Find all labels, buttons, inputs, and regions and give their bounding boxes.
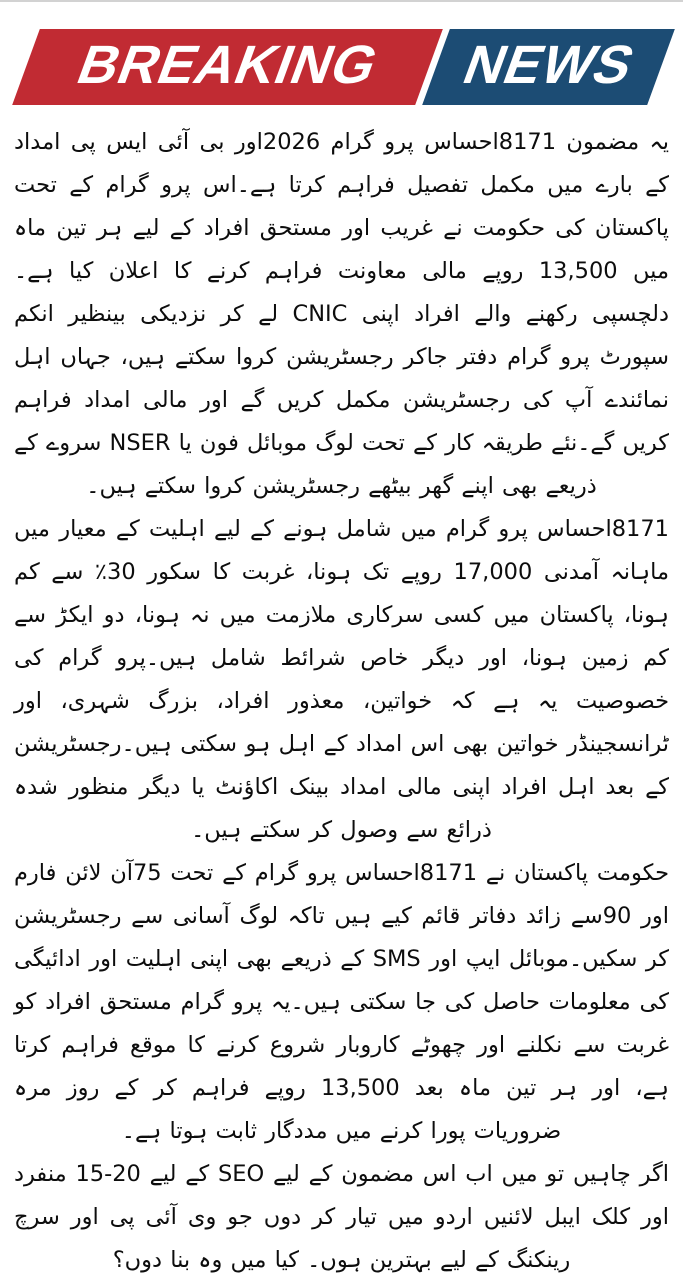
article-paragraph: یہ مضمون 8171احساس پرو گرام 2026اور بی آئی ایس پی امداد کے بارے میں مکمل تفصیل فراہم کرتا ہے۔اس پرو گرام کے تحت پاکستان کی حکومت نے غریب اور مستحق افراد کے لیے ہر تین ماہ میں 13,500 روپے مالی معاونت فراہم کرنے کا اعلان کیا ہے۔دلچسپی رکھنے والے افراد اپنی CNIC لے کر نزدیکی بینظیر انکم سپورٹ پرو گرام دفتر جاکر رجسٹریشن کروا سکتے ہیں، جہاں اہل نمائندے آپ کی رجسٹریشن مکمل کریں گے اور مالی امداد فراہم کریں گے۔نئے طریقہ کار کے تحت لوگ موبائل فون یا NSER سروے کے ذریعے بھی اپنے گھر بیٹھے رجسٹریشن کروا سکتے ہیں۔ — [14, 129, 669, 499]
article-paragraph: 8171احساس پرو گرام میں شامل ہونے کے لیے اہلیت کے معیار میں ماہانہ آمدنی 17,000 روپے تک ہونا، غربت کا سکور 30٪ سے کم ہونا، پاکستان میں کسی سرکاری ملازمت میں نہ ہونا، دو ایکڑ سے کم زمین ہونا، اور دیگر خاص شرائط شامل ہیں۔پرو گرام کی خصوصیت یہ ہے کہ خواتین، معذور افراد، بزرگ شہری، اور ٹرانسجینڈر خواتین بھی اس امداد کے اہل ہو سکتی ہیں۔رجسٹریشن کے بعد اہل افراد اپنی مالی امداد بینک اکاؤنٹ یا دیگر منظور شدہ ذرائع سے وصول کر سکتے ہیں۔ — [14, 516, 669, 843]
breaking-banner-segment — [12, 29, 443, 105]
breaking-label: BREAKING — [69, 35, 388, 95]
article-body — [0, 121, 683, 1282]
news-banner-segment — [422, 29, 674, 105]
news-label: NEWS — [455, 35, 644, 95]
article-paragraph: اگر چاہیں تو میں اب اس مضمون کے لیے SEO کے لیے 20-15 منفرد اور کلک ایبل لائنیں اردو میں تیار کر دوں جو وی آئی پی اور سرچ رینکنگ کے لیے بہترین ہوں۔ کیا میں وہ بنا دوں؟ — [14, 1161, 670, 1273]
breaking-news-banner — [12, 29, 675, 105]
article-paragraph: حکومت پاکستان نے 8171احساس پرو گرام کے تحت 75آن لائن فارم اور 90سے زائد دفاتر قائم کیے ہیں تاکہ لوگ آسانی سے رجسٹریشن کر سکیں۔موبائل ایپ اور SMS کے ذریعے بھی اپنی اہلیت اور ادائیگی کی معلومات حاصل کی جا سکتی ہیں۔یہ پرو گرام مستحق افراد کو غربت سے نکلنے اور چھوٹے کاروبار شروع کرنے کا موقع فراہم کرتا ہے، اور ہر تین ماہ بعد 13,500 روپے فراہم کر کے روز مرہ ضروریات پورا کرنے میں مددگار ثابت ہوتا ہے۔ — [14, 860, 669, 1144]
